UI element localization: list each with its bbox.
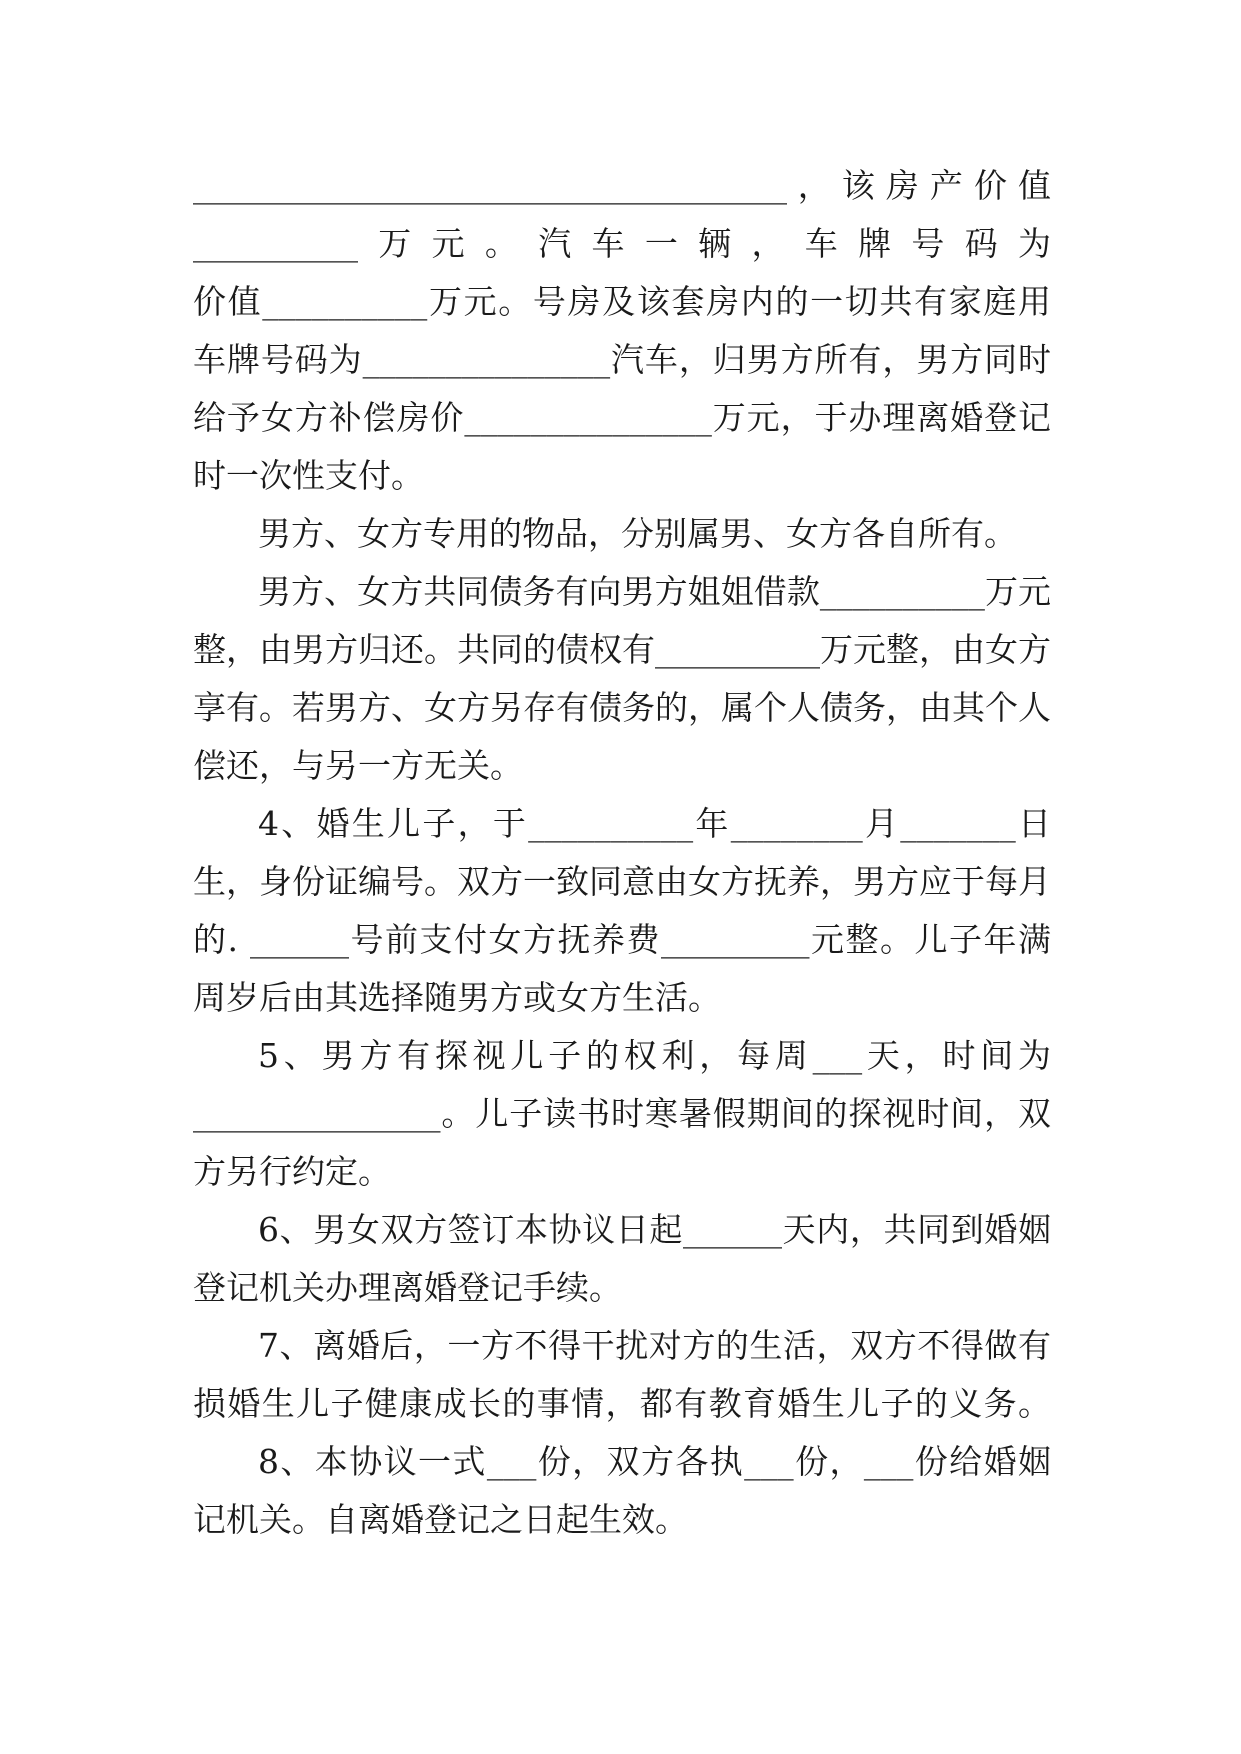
text-line: 男方、女方共同债务有向男方姐姐借款__________万元 <box>258 572 1051 611</box>
text-line: 7、离婚后，一方不得干扰对方的生活，双方不得做有 <box>258 1326 1051 1365</box>
text-line: 价值__________万元。号房及该套房内的一切共有家庭用 <box>193 282 1051 321</box>
text-line: 偿还，与另一方无关。 <box>193 746 523 785</box>
text-line: __________万元。汽车一辆，车牌号码为 <box>193 224 1051 263</box>
text-line: 5、男方有探视儿子的权利，每周___天，时间为 <box>258 1036 1051 1075</box>
text-line: 时一次性支付。 <box>193 456 424 495</box>
text-line: 车牌号码为_______________汽车，归男方所有，男方同时 <box>193 340 1051 379</box>
text-line: 整，由男方归还。共同的债权有__________万元整，由女方 <box>193 630 1051 669</box>
text-line: 享有。若男方、女方另存有债务的，属个人债务，由其个人 <box>193 688 1051 727</box>
text-line: 记机关。自离婚登记之日起生效。 <box>193 1500 688 1539</box>
text-line: 给予女方补偿房价_______________万元，于办理离婚登记 <box>193 398 1051 437</box>
text-line: 4、婚生儿子，于__________年________月_______日 <box>258 804 1051 843</box>
text-line: 周岁后由其选择随男方或女方生活。 <box>193 978 721 1017</box>
text-line: 的. ______号前支付女方抚养费_________元整。儿子年满 <box>193 920 1051 959</box>
text-line: 6、男女双方签订本协议日起______天内，共同到婚姻 <box>258 1210 1051 1249</box>
text-line: 男方、女方专用的物品，分别属男、女方各自所有。 <box>258 514 1017 553</box>
text-line: 损婚生儿子健康成长的事情，都有教育婚生儿子的义务。 <box>193 1384 1051 1423</box>
text-line: _______________。儿子读书时寒暑假期间的探视时间，双 <box>193 1094 1051 1133</box>
text-line: ____________________________________ ， 该 房 产 价 值 <box>193 166 1051 205</box>
text-line: 生，身份证编号。双方一致同意由女方抚养，男方应于每月 <box>193 862 1051 901</box>
text-line: 8、本协议一式___份，双方各执___份，___份给婚姻 <box>258 1442 1051 1481</box>
text-line: 方另行约定。 <box>193 1152 391 1191</box>
text-line: 登记机关办理离婚登记手续。 <box>193 1268 622 1307</box>
